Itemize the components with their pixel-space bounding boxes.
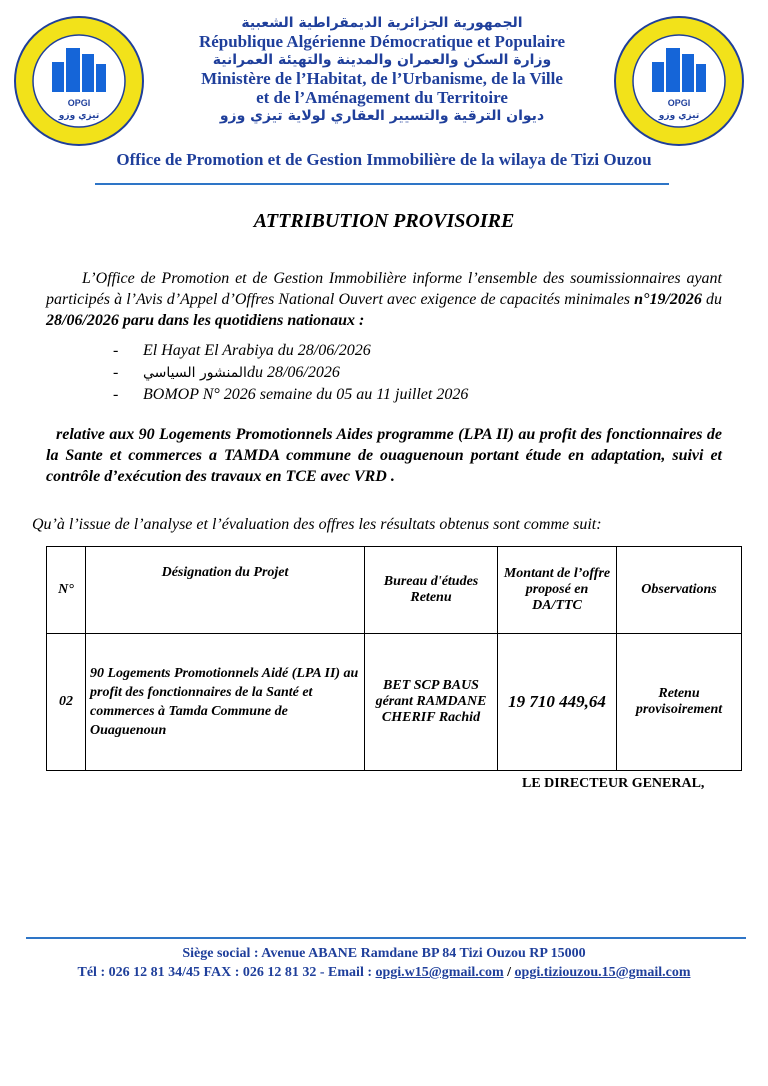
footer-phone-fax: Tél : 026 12 81 34/45 FAX : 026 12 81 32 - Email : [77, 965, 376, 980]
intro-paragraph [46, 268, 722, 331]
intro-text-2: du [701, 291, 723, 308]
opgi-logo-left [12, 14, 146, 148]
email-link-1[interactable]: opgi.w15@gmail.com [375, 965, 504, 980]
header-divider [95, 183, 669, 185]
header-fr-ministry-2: et de l’Aménagement du Territoire [256, 88, 508, 107]
opgi-logo-right [612, 14, 746, 148]
header-fr-office: Office de Promotion et de Gestion Immobilière de la wilaya de Tizi Ouzou [116, 150, 652, 169]
table-row [47, 634, 742, 771]
intro-number: n°19/2026 [634, 291, 702, 308]
list-item-text: El Hayat El Arabiya du 28/06/2026 [143, 342, 371, 359]
cell-num: 02 [47, 634, 86, 771]
list-item-arabic: المنشور السياسي [143, 365, 247, 381]
logo-arabic: تيزي وزو [658, 111, 700, 121]
project-text: relative aux 90 Logements Promotionnels Aides programme (LPA II) au profit des fonctionnaires de la Sante et commerces a TAMDA commune de ouaguenoun portant étude en adaptation, suivi et contrôle d’exécution des travaux en TCE avec VRD . [46, 426, 722, 485]
header-fr-ministry-1: Ministère de l’Habitat, de l’Urbanisme, de la Ville [201, 69, 563, 88]
project-paragraph [46, 424, 722, 487]
header-ar-ministry: وزارة السكن والعمران والمدينة والتهيئة العمرانية [212, 52, 552, 68]
letterhead [150, 14, 614, 125]
header-observations: Observations [617, 547, 742, 634]
signature-title: LE DIRECTEUR GENERAL, [522, 776, 705, 791]
list-item [113, 362, 468, 384]
logo-arabic: تيزي وزو [58, 111, 100, 121]
cell-observations: Retenu provisoirement [617, 634, 742, 771]
header-fr-republic: République Algérienne Démocratique et Populaire [198, 32, 566, 51]
cell-montant: 19 710 449,64 [498, 634, 617, 771]
header-designation: Désignation du Projet [86, 547, 365, 634]
newspaper-list [113, 340, 468, 406]
logo-text: OPGI [67, 98, 91, 108]
header-montant: Montant de l’offre proposé en DA/TTC [498, 547, 617, 634]
footer-address: Siège social : Avenue ABANE Ramdane BP 84 Tizi Ouzou RP 15000 [182, 946, 586, 961]
intro-text-1: L’Office de Promotion et de Gestion Immobilière informe l’ensemble des soumissionnaires ayant participés à l’Avis d’Appel d’Offres National Ouvert avec exigence de capacités minimales [46, 270, 722, 308]
table-header-row [47, 547, 742, 634]
header-num: N° [47, 547, 86, 634]
list-item [113, 384, 468, 406]
cell-bureau: BET SCP BAUS gérant RAMDANE CHERIF Rachid [365, 634, 498, 771]
list-dash: - [113, 364, 119, 381]
intro-date: 28/06/2026 paru dans les quotidiens nationaux : [46, 312, 365, 329]
list-item-text: BOMOP N° 2026 semaine du 05 au 11 juillet 2026 [143, 386, 469, 403]
results-intro: Qu’à l’issue de l’analyse et l’évaluation des offres les résultats obtenus sont comme suit: [32, 516, 602, 533]
footer-divider [26, 937, 746, 939]
header-ar-office: ديوان الترقية والتسيير العقاري لولاية تيزي وزو [219, 108, 545, 124]
list-dash: - [113, 342, 119, 359]
header-bureau: Bureau d'études Retenu [365, 547, 498, 634]
cell-designation: 90 Logements Promotionnels Aidé (LPA II) au profit des fonctionnaires de la Santé et commerces à Tamda Commune de Ouaguenoun [86, 634, 365, 771]
list-dash: - [113, 386, 119, 403]
email-link-2[interactable]: opgi.tiziouzou.15@gmail.com [514, 965, 691, 980]
results-table [46, 546, 742, 771]
list-item-text: du 28/06/2026 [246, 364, 340, 381]
logo-text: OPGI [667, 98, 691, 108]
footer [0, 944, 768, 982]
document-title: ATTRIBUTION PROVISOIRE [253, 210, 515, 232]
list-item [113, 340, 468, 362]
email-separator: / [503, 965, 515, 980]
header-ar-republic: الجمهورية الجزائرية الديمقراطية الشعبية [241, 15, 523, 31]
footer-contact [0, 963, 768, 982]
